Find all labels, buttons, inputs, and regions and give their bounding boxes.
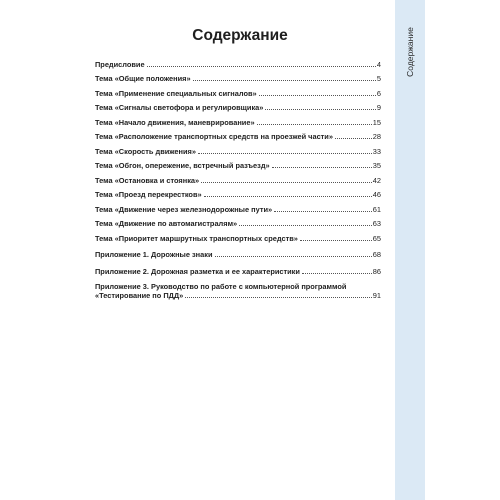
toc-entry [95, 278, 381, 300]
toc-page-number: 65 [372, 233, 381, 243]
toc-entry [95, 199, 381, 214]
toc-page-number: 68 [372, 250, 381, 259]
toc-dot-leader [185, 297, 371, 298]
toc-entry [95, 98, 381, 113]
toc-dot-leader [257, 124, 372, 125]
toc-entry-title: Тема «Проезд перекрестков» [95, 190, 202, 199]
toc-dot-leader [193, 80, 376, 81]
toc-entry [95, 127, 381, 142]
toc-dot-leader [265, 109, 375, 110]
toc-dot-leader [201, 182, 372, 183]
toc-entry-title: Тема «Движение через железнодорожные пути» [95, 204, 273, 214]
toc-entry-title: Тема «Применение специальных сигналов» [95, 88, 257, 98]
toc-entry-row [95, 291, 381, 300]
toc-entry [95, 141, 381, 156]
page-title: Содержание [192, 27, 288, 44]
toc-entry-title-line1: Приложение 3. Руководство по работе с компьютерной программой [95, 281, 347, 291]
toc-dot-leader [215, 256, 372, 257]
toc-dot-leader [198, 153, 372, 154]
toc-dot-leader [300, 240, 372, 241]
toc-page-number: 4 [376, 59, 381, 69]
toc-page-number: 15 [372, 117, 381, 127]
toc-page-number: 46 [372, 190, 381, 199]
toc-dot-leader [239, 225, 372, 226]
toc-entry-title: Тема «Начало движения, маневрирование» [95, 117, 255, 127]
toc-entry-title: Приложение 1. Дорожные знаки [95, 250, 213, 259]
toc-dot-leader [274, 211, 372, 212]
toc-entry-title: Тема «Скорость движения» [95, 146, 196, 156]
toc-dot-leader [302, 273, 372, 274]
toc-entry-title: Тема «Обгон, опережение, встречный разъезд» [95, 161, 270, 170]
toc-page-number: 86 [372, 266, 381, 276]
toc-entry [95, 245, 381, 260]
toc-dot-leader [204, 196, 372, 197]
toc-entry [95, 170, 381, 185]
toc-entry [95, 185, 381, 200]
toc-dot-leader [259, 95, 376, 96]
toc-entry [95, 54, 381, 69]
toc-dot-leader [147, 66, 376, 67]
toc-page-number: 33 [372, 146, 381, 156]
table-of-contents [95, 54, 381, 300]
toc-entry-title: Предисловие [95, 59, 145, 69]
toc-page-number: 63 [372, 219, 381, 228]
toc-entry-title: Приложение 2. Дорожная разметка и ее характеристики [95, 266, 300, 276]
toc-page-number: 35 [372, 161, 381, 170]
toc-entry-title: Тема «Остановка и стоянка» [95, 175, 200, 185]
toc-entry-title-line2: «Тестирование по ПДД» [95, 290, 184, 300]
toc-entry [95, 83, 381, 98]
toc-entry-title: Тема «Расположение транспортных средств на проезжей части» [95, 132, 333, 141]
toc-page-number: 28 [372, 132, 381, 141]
toc-entry-title: Тема «Сигналы светофора и регулировщика» [95, 103, 264, 112]
toc-dot-leader [335, 138, 372, 139]
toc-entry-title: Тема «Общие положения» [95, 74, 191, 83]
toc-entry [95, 214, 381, 229]
toc-entry [95, 261, 381, 276]
toc-page-number: 9 [376, 103, 381, 112]
toc-entry-title: Тема «Движение по автомагистралям» [95, 219, 238, 228]
toc-dot-leader [272, 167, 372, 168]
toc-page-number: 91 [372, 290, 381, 300]
toc-page-number: 61 [372, 204, 381, 214]
toc-entry [95, 156, 381, 171]
toc-page-number: 6 [376, 88, 381, 98]
toc-entry [95, 228, 381, 243]
toc-entry [95, 69, 381, 84]
toc-page-number: 5 [376, 74, 381, 83]
toc-entry [95, 112, 381, 127]
toc-entry-title: Тема «Приоритет маршрутных транспортных средств» [95, 233, 298, 243]
toc-page-number: 42 [372, 175, 381, 185]
side-tab-label: Содержание [405, 27, 415, 77]
